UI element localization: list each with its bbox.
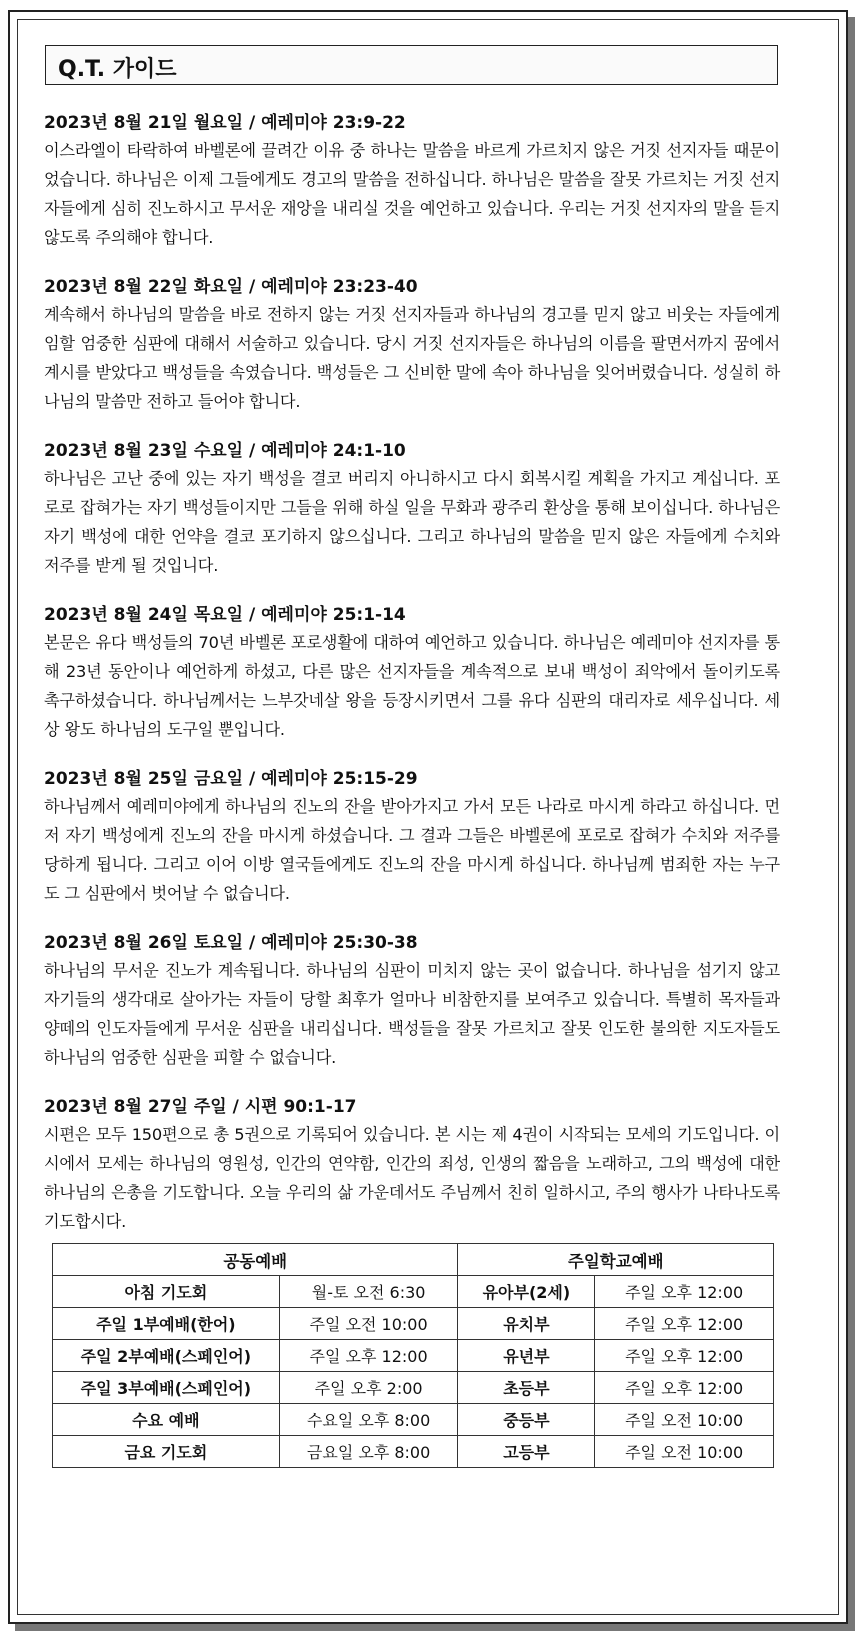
- service-name: 금요 기도회: [53, 1436, 280, 1468]
- department-time: 주일 오전 10:00: [595, 1404, 774, 1436]
- department-time: 주일 오후 12:00: [595, 1308, 774, 1340]
- department-name: 유치부: [458, 1308, 595, 1340]
- table-row: [53, 1340, 774, 1372]
- department-name: 중등부: [458, 1404, 595, 1436]
- department-time: 주일 오후 12:00: [595, 1276, 774, 1308]
- department-name: 유년부: [458, 1340, 595, 1372]
- sunday-school-header: 주일학교예배: [458, 1244, 774, 1276]
- service-time: 월-토 오전 6:30: [279, 1276, 458, 1308]
- service-time: 주일 오후 12:00: [279, 1340, 458, 1372]
- entry-text: 하나님의 무서운 진노가 계속됩니다. 하나님의 심판이 미치지 않는 곳이 없습니다. 하나님을 섬기지 않고 자기들의 생각대로 살아가는 자들이 당할 최후가 얼마나 비참한지를 보여주고 있습니다. 특별히 목자들과 양떼의 인도자들에게 무서운 심판을 내리십니다. 백성들을 잘못 가르치고 잘못 인도한 불의한 지도자들도 하나님의 엄중한 심판을 피할 수 없습니다.: [44, 961, 780, 1067]
- table-row: [53, 1372, 774, 1404]
- entry-title: 2023년 8월 22일 화요일 / 예레미야 23:23-40: [44, 277, 418, 297]
- qt-entry-mon: [44, 110, 780, 252]
- department-time: 주일 오후 12:00: [595, 1372, 774, 1404]
- entry-title: 2023년 8월 24일 목요일 / 예레미야 25:1-14: [44, 605, 406, 625]
- table-row: [53, 1308, 774, 1340]
- service-time: 금요일 오후 8:00: [279, 1436, 458, 1468]
- table-header-row: [53, 1244, 774, 1276]
- service-name: 주일 1부예배(한어): [53, 1308, 280, 1340]
- table-row: [53, 1436, 774, 1468]
- qt-entry-wed: [44, 438, 780, 580]
- entry-title: 2023년 8월 21일 월요일 / 예레미야 23:9-22: [44, 113, 406, 133]
- entry-text: 계속해서 하나님의 말씀을 바로 전하지 않는 거짓 선지자들과 하나님의 경고를 믿지 않고 비웃는 자들에게 임할 엄중한 심판에 대해서 서술하고 있습니다. 당시 거짓 선지자들은 하나님의 이름을 팔면서까지 꿈에서 계시를 받았다고 백성들을 속였습니다. 백성들은 그 신비한 말에 속아 하나님을 잊어버렸습니다. 성실히 하나님의 말씀만 전하고 들어야 합니다.: [44, 305, 780, 411]
- worship-schedule-table: [52, 1243, 774, 1468]
- service-time: 주일 오후 2:00: [279, 1372, 458, 1404]
- table-row: [53, 1276, 774, 1308]
- common-worship-header: 공동예배: [53, 1244, 458, 1276]
- guide-title: Q.T. 가이드: [45, 45, 778, 85]
- service-name: 주일 3부예배(스페인어): [53, 1372, 280, 1404]
- entry-text: 본문은 유다 백성들의 70년 바벨론 포로생활에 대하여 예언하고 있습니다. 하나님은 예레미야 선지자를 통해 23년 동안이나 예언하게 하셨고, 다른 많은 선지자들을 계속적으로 보내 백성이 죄악에서 돌이키도록 촉구하셨습니다. 하나님께서는 느부갓네살 왕을 등장시키면서 그를 유다 심판의 대리자로 세우십니다. 세상 왕도 하나님의 도구일 뿐입니다.: [44, 633, 780, 739]
- department-name: 고등부: [458, 1436, 595, 1468]
- qt-entry-sun: [44, 1094, 780, 1236]
- entry-text: 이스라엘이 타락하여 바벨론에 끌려간 이유 중 하나는 말씀을 바르게 가르치지 않은 거짓 선지자들 때문이었습니다. 하나님은 이제 그들에게도 경고의 말씀을 전하십니다. 하나님은 말씀을 잘못 가르치는 거짓 선지자들에게 심히 진노하시고 무서운 재앙을 내리실 것을 예언하고 있습니다. 우리는 거짓 선지자의 말을 듣지 않도록 주의해야 합니다.: [44, 141, 780, 247]
- entry-title: 2023년 8월 27일 주일 / 시편 90:1-17: [44, 1097, 357, 1117]
- service-name: 주일 2부예배(스페인어): [53, 1340, 280, 1372]
- entry-text: 하나님께서 예레미야에게 하나님의 진노의 잔을 받아가지고 가서 모든 나라로 마시게 하라고 하십니다. 먼저 자기 백성에게 진노의 잔을 마시게 하셨습니다. 그 결과 그들은 바벨론에 포로로 잡혀가 수치와 저주를 당하게 됩니다. 그리고 이어 이방 열국들에게도 진노의 잔을 마시게 하십니다. 하나님께 범죄한 자는 누구도 그 심판에서 벗어날 수 없습니다.: [44, 797, 780, 903]
- qt-entry-tue: [44, 274, 780, 416]
- department-time: 주일 오전 10:00: [595, 1436, 774, 1468]
- qt-entry-sat: [44, 930, 780, 1072]
- entry-title: 2023년 8월 25일 금요일 / 예레미야 25:15-29: [44, 769, 418, 789]
- department-time: 주일 오후 12:00: [595, 1340, 774, 1372]
- qt-entry-thu: [44, 602, 780, 744]
- department-name: 유아부(2세): [458, 1276, 595, 1308]
- service-name: 수요 예배: [53, 1404, 280, 1436]
- entry-title: 2023년 8월 23일 수요일 / 예레미야 24:1-10: [44, 441, 406, 461]
- service-time: 수요일 오후 8:00: [279, 1404, 458, 1436]
- entry-title: 2023년 8월 26일 토요일 / 예레미야 25:30-38: [44, 933, 418, 953]
- qt-entries: [44, 110, 780, 1258]
- entry-text: 시편은 모두 150편으로 총 5권으로 기록되어 있습니다. 본 시는 제 4권이 시작되는 모세의 기도입니다. 이 시에서 모세는 하나님의 영원성, 인간의 연약함, 인간의 죄성, 인생의 짧음을 노래하고, 그의 백성에 대한 하나님의 은총을 기도합니다. 오늘 우리의 삶 가운데서도 주님께서 친히 일하시고, 주의 행사가 나타나도록 기도합시다.: [44, 1125, 780, 1231]
- table-row: [53, 1404, 774, 1436]
- service-name: 아침 기도회: [53, 1276, 280, 1308]
- department-name: 초등부: [458, 1372, 595, 1404]
- entry-text: 하나님은 고난 중에 있는 자기 백성을 결코 버리지 아니하시고 다시 회복시킬 계획을 가지고 계십니다. 포로로 잡혀가는 자기 백성들이지만 그들을 위해 하실 일을 무화과 광주리 환상을 통해 보이십니다. 하나님은 자기 백성에 대한 언약을 결코 포기하지 않으십니다. 그리고 하나님의 말씀을 믿지 않은 자들에게 수치와 저주를 받게 될 것입니다.: [44, 469, 780, 575]
- qt-entry-fri: [44, 766, 780, 908]
- service-time: 주일 오전 10:00: [279, 1308, 458, 1340]
